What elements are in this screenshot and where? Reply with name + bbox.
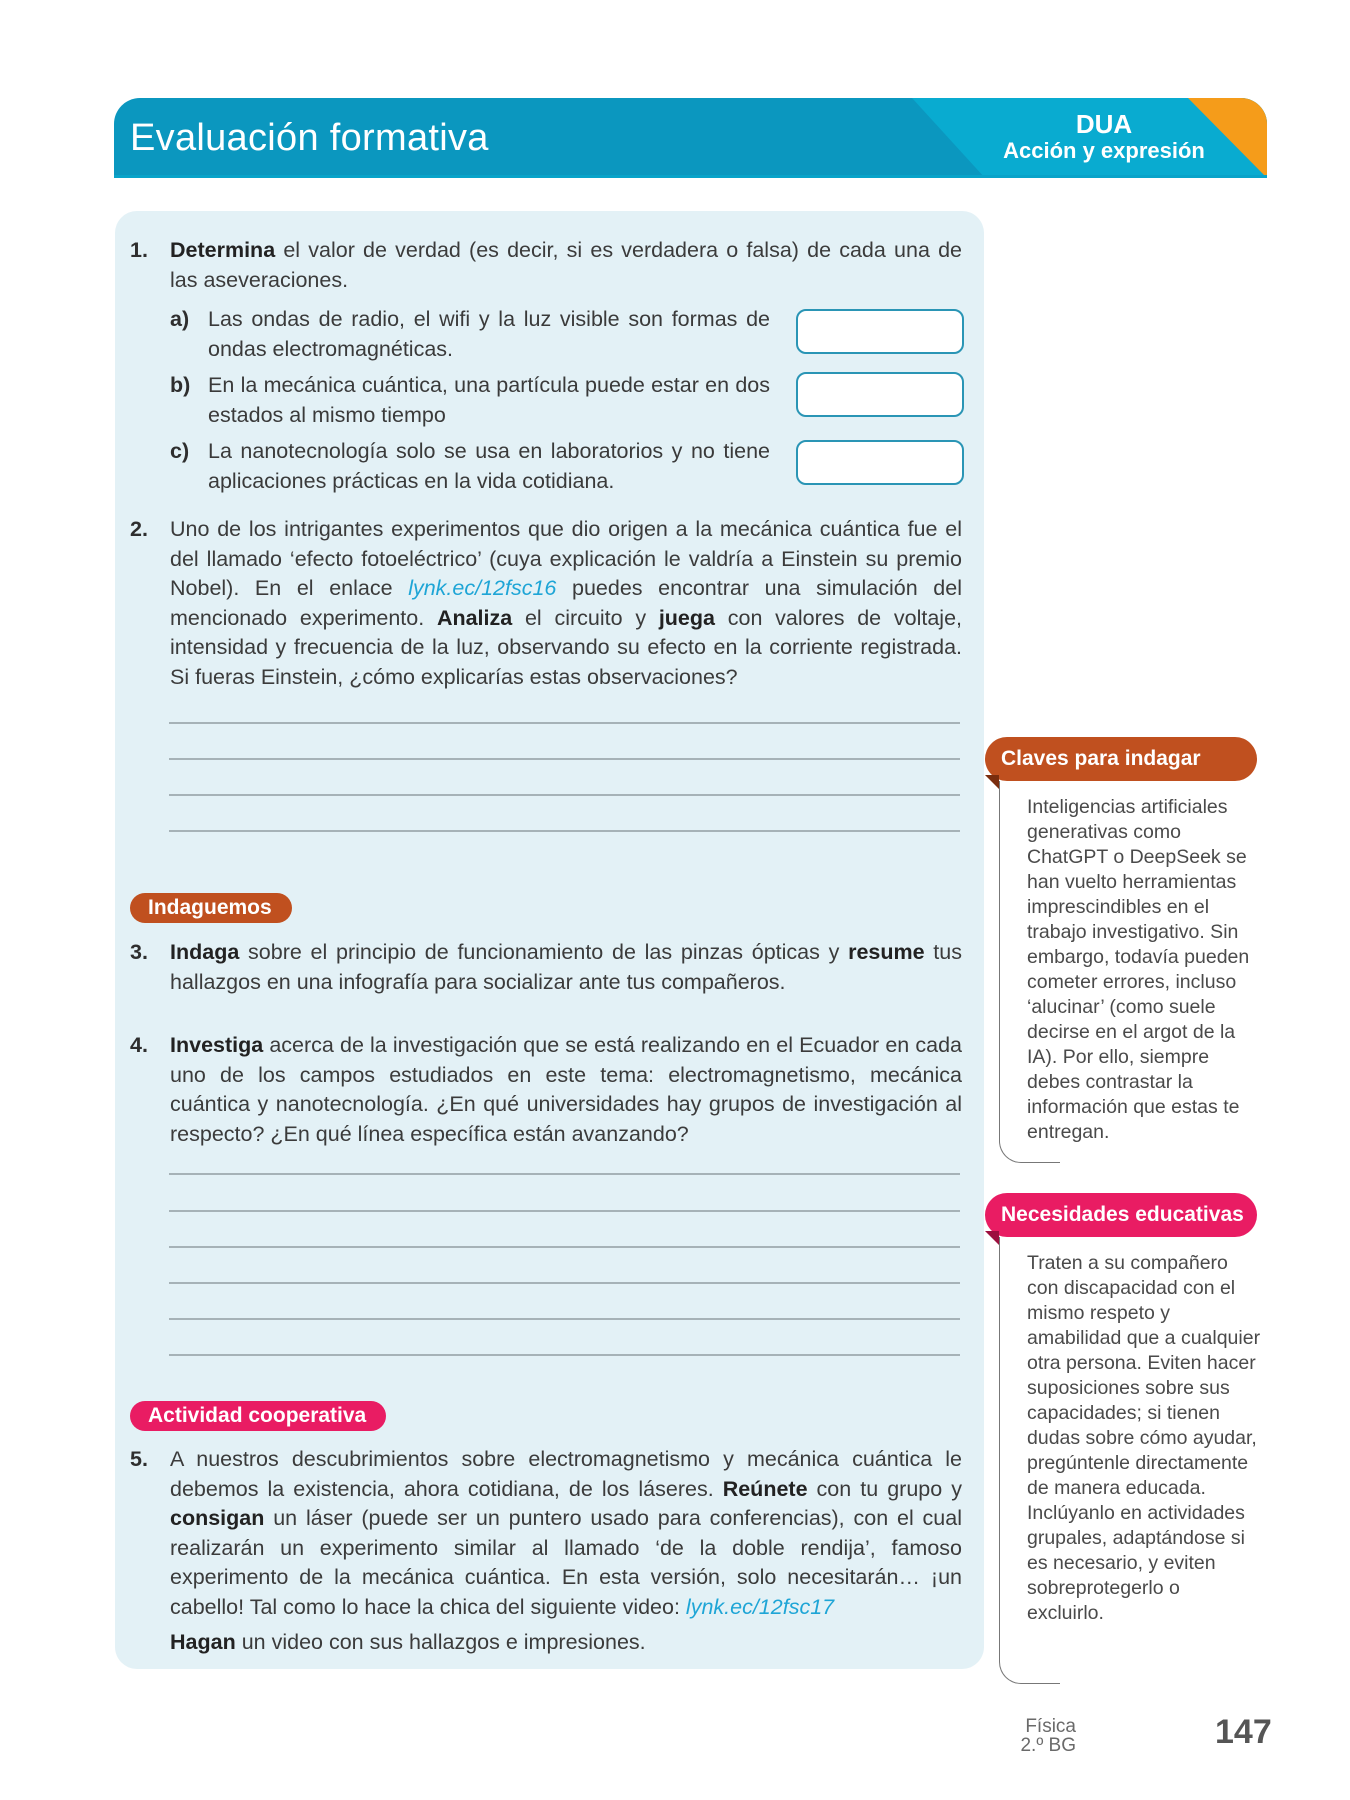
page-number: 147 <box>1215 1713 1272 1751</box>
question-text: tus hallazgos en una infografía para socializar ante tus compañeros. <box>170 940 962 994</box>
answer-line[interactable] <box>169 1173 960 1175</box>
question-text: un láser (puede ser un puntero usado para conferencias), con el cual realizarán un experimento similar al llamado ‘de la doble rendija’, famoso experimento de la mecánica cuántica. En esta versión, solo necesitarán… ¡un cabello! Tal como lo hace la chica del siguiente video: <box>170 1506 962 1619</box>
answer-box-c[interactable] <box>796 440 964 485</box>
statement-c <box>170 437 770 496</box>
question-4 <box>130 1031 962 1149</box>
tab-fold <box>985 775 999 789</box>
necesidades-educativas-box <box>985 1193 1261 1624</box>
necesidades-text: Traten a su compañero con discapacidad con el mismo respeto y amabilidad que a cualquier otra persona. Eviten hacer suposiciones sobre sus capacidades; si tienen dudas sobre cómo ayudar, pregúntenle directamente de manera educada. Inclúyanlo en actividades grupales, adaptándose si es necesario, y eviten sobreprotegerlo o excluirlo. <box>1027 1252 1261 1624</box>
subject-label <box>1020 1717 1076 1755</box>
answer-line[interactable] <box>169 830 960 832</box>
question-text: puedes encontrar una simulación del mencionado experimento. <box>170 576 962 630</box>
question-text: con tu grupo y <box>807 1476 962 1501</box>
answer-box-b[interactable] <box>796 372 964 417</box>
question-number: 4. <box>130 1033 148 1057</box>
claves-para-indagar-box <box>985 737 1257 1143</box>
question-verb: juega <box>658 605 715 630</box>
question-verb: Hagan <box>170 1630 236 1654</box>
question-text: Uno de los intrigantes experimentos que dio origen a la mecánica cuántica fue el del llamado ‘efecto fotoeléctrico’ (cuya explicación le valdría a Einstein su premio Nobel). En el enlace <box>170 517 962 600</box>
indaguemos-badge: Indaguemos <box>130 893 292 923</box>
dua-subtitle: Acción y expresión <box>1003 138 1205 163</box>
subject-name: Física <box>1025 1716 1076 1737</box>
question-text: con valores de voltaje, intensidad y frecuencia de la luz, observando su efecto en la corriente registrada. Si fueras Einstein, ¿cómo explicarías estas observaciones? <box>170 605 963 689</box>
answer-line[interactable] <box>169 1282 960 1284</box>
necesidades-tab-title: Necesidades educativas <box>985 1193 1257 1237</box>
question-number: 3. <box>130 940 148 964</box>
statement-letter: c) <box>170 439 190 463</box>
dua-label <box>994 110 1214 164</box>
statement-b <box>170 371 770 430</box>
question-verb: Indaga <box>170 940 240 964</box>
question-verb: consigan <box>170 1506 265 1530</box>
tab-fold <box>985 1231 999 1245</box>
statement-a <box>170 305 770 364</box>
question-text: el circuito y <box>512 605 659 630</box>
question-text: acerca de la investigación que se está realizando en el Ecuador en cada uno de los campos estudiados en este tema: electromagnetismo, mecánica cuántica y nanotecnología. ¿En qué universidades hay grupos de investigación al respecto? ¿En qué línea específica están avanzando? <box>170 1033 962 1146</box>
question-verb: resume <box>848 940 925 964</box>
question-1 <box>130 236 962 295</box>
question-verb: Analiza <box>436 605 513 630</box>
question-number: 1. <box>130 238 148 262</box>
question-number: 2. <box>130 517 148 541</box>
statement-text: Las ondas de radio, el wifi y la luz visible son formas de ondas electromagnéticas. <box>208 307 770 361</box>
question-verb: Determina <box>170 238 276 262</box>
answer-box-a[interactable] <box>796 309 964 354</box>
dua-title: DUA <box>1075 109 1133 139</box>
answer-line[interactable] <box>169 722 960 724</box>
question-text: el valor de verdad (es decir, si es verdadera o falsa) de cada una de las aseveraciones. <box>170 238 962 292</box>
header-underline <box>114 175 1267 178</box>
page-title: Evaluación formativa <box>130 117 489 159</box>
statement-text: En la mecánica cuántica, una partícula puede estar en dos estados al mismo tiempo <box>208 373 770 427</box>
answer-line[interactable] <box>169 1354 960 1356</box>
cooperative-activity-badge: Actividad cooperativa <box>130 1401 386 1431</box>
statement-letter: a) <box>170 307 190 331</box>
question-5 <box>130 1445 962 1658</box>
statement-letter: b) <box>170 373 191 397</box>
question-text: A nuestros descubrimientos sobre electromagnetismo y mecánica cuántica le debemos la existencia, ahora cotidiana, de los láseres. <box>170 1447 962 1501</box>
answer-line[interactable] <box>169 1246 960 1248</box>
answer-line[interactable] <box>169 1318 960 1320</box>
question-text: sobre el principio de funcionamiento de las pinzas ópticas y <box>239 940 849 964</box>
section-header <box>114 98 1267 178</box>
answer-line[interactable] <box>169 758 960 760</box>
answer-line[interactable] <box>169 794 960 796</box>
grade-label: 2.º BG <box>1020 1735 1076 1756</box>
question-verb: Investiga <box>170 1033 264 1057</box>
answer-line[interactable] <box>169 1210 960 1212</box>
question-2 <box>130 515 962 692</box>
simulation-link[interactable]: lynk.ec/12fsc16 <box>408 576 557 600</box>
question-text: un video con sus hallazgos e impresiones. <box>235 1630 646 1654</box>
claves-text: Inteligencias artificiales generativas como ChatGPT o DeepSeek se han vuelto herramientas imprescindibles en el trabajo investigativo. Sin embargo, todavía pueden cometer errores, incluso ‘alucinar’ (como suele decirse en el argot de la IA). Por ello, siempre debes contrastar la información que estas te entregan. <box>1027 796 1250 1143</box>
claves-tab-title: Claves para indagar <box>985 737 1257 781</box>
question-verb: Reúnete <box>722 1476 808 1501</box>
question-number: 5. <box>130 1447 148 1471</box>
question-3 <box>130 938 962 997</box>
video-link[interactable]: lynk.ec/12fsc17 <box>685 1594 835 1619</box>
statement-text: La nanotecnología solo se usa en laboratorios y no tiene aplicaciones prácticas en la vida cotidiana. <box>208 439 770 493</box>
